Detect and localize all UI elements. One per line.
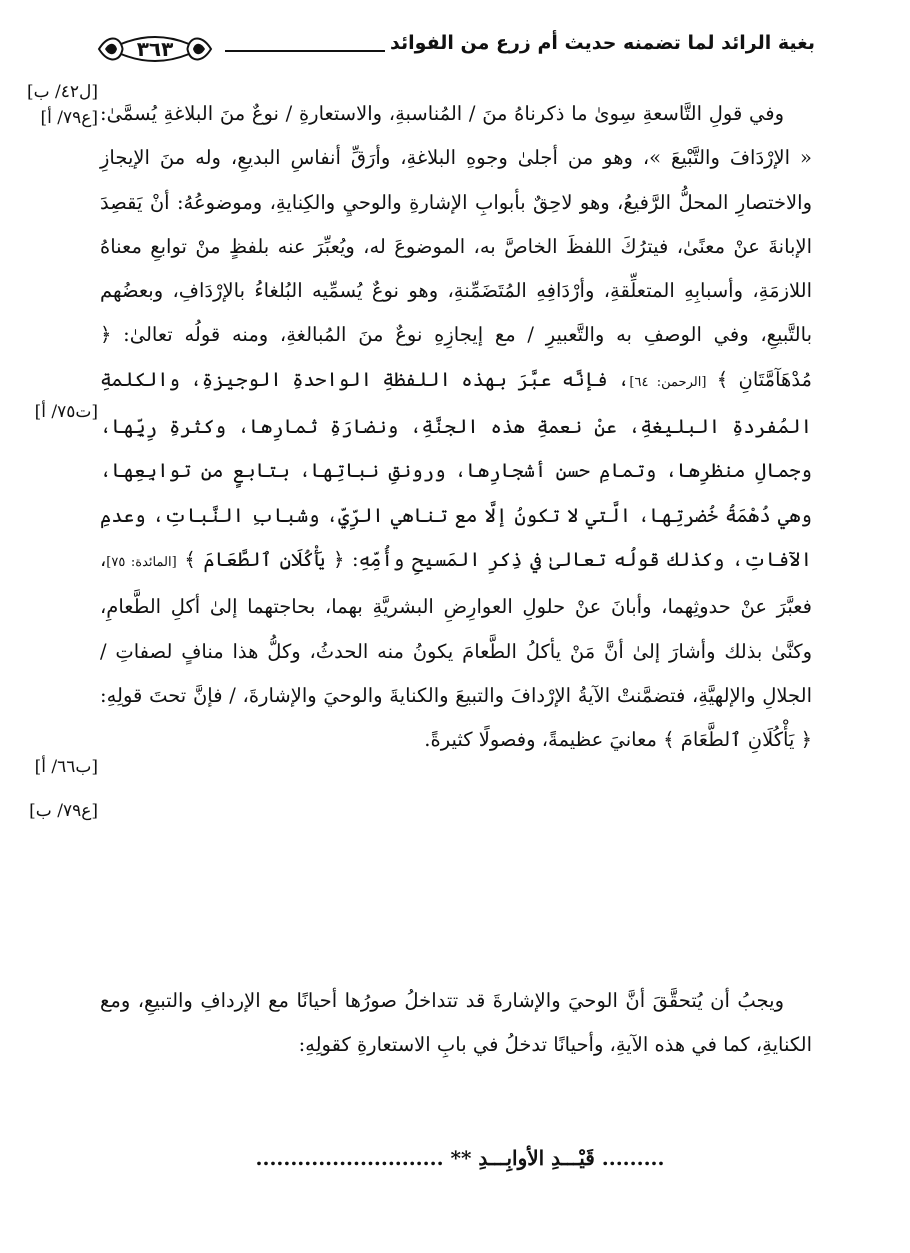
citation-rahman: [الرحمن: ٦٤]: [629, 374, 707, 390]
margin-ref-l42b: [ل٤٢/ ب]: [26, 82, 98, 102]
margin-ref-e79b: [ع٧٩/ ب]: [29, 801, 98, 821]
running-header: [95, 30, 815, 70]
margin-ref-t75a: [ت٧٥/ أ]: [34, 402, 98, 422]
paragraph-2-text: ويجبُ أن يُتحقَّقَ أنَّ الوحيَ والإشارةَ قد تتداخلُ صورُها أحيانًا مع الإردافِ والتبيعِ، ومع الكنايةِ، كما في هذه الآيةِ، وأحيانًا تدخلُ في بابِ الاستعارةِ كقولِهِ:: [100, 989, 812, 1057]
paragraph-1-part-a: وفي قولِ التَّاسعةِ سِوىٰ ما ذكرناهُ منَ / المُناسبةِ، والاستعارةِ / نوعٌ منَ البلاغةِ يُسمَّىٰ: « الإرْدَافَ والتَّبْيعَ »، وهو من أجلىٰ وجوهِ البلاغةِ، وأرَقِّ أنفاسِ البديعِ، وله منَ الإيجازِ والاختصارِ المحلُّ الرَّفيعُ، وهو لاحِقٌ بأبوابِ الإشارةِ والوحيِ والكِنايةِ، وموضوعُهُ: أنْ يَقصِدَ الإبانةَ عنْ معنًىٰ، فيترُكَ اللفظَ الخاصَّ به، الموضوعَ له، ويُعبِّرَ عنه بلفظٍ منْ توابعِ معناهُ اللازمَةِ، وأسبابِهِ المتعلِّقةِ، وأرْدَافِهِ المُتَضَمِّنةِ، وهو نوعٌ يُسمِّيه البُلغاءُ بالإرْدَافِ، وبعضُهم بالتَّبيعِ، وفي الوصفِ به والتَّعبيرِ / مع إيجازِهِ نوعٌ منَ المُبالغةِ، ومنه قولُه تعالىٰ: ﴿ مُدْهَآمَّتَانِ ﴾: [100, 102, 812, 391]
paragraph-1-part-b: ، فإنَّه عبَّرَ بهذه اللفظةِ الواحدةِ الوجيزةِ، والكلمةِ المُفردةِ البليغةِ، عنْ نعمةِ هذه الجنَّةِ، ونضارَةِ ثمارِها، وكثرةِ رِيِّها، وجمالِ منظرِها، وتمامِ حسنِ أشجارِها، ورونقِ نباتِها، بتابعٍ من توابِعِها، وهي دُهْمَةُ خُضرتِها، الَّتي لا تكونُ إلَّا مع تناهي الرِّيِّ، وشبابِ النَّباتِ، وعدمِ الآفاتِ، وكذلك قولُه تعالىٰ في ذِكرِ المَسيحِ وأُمِّهِ: ﴿ يَأْكُلَانِ ٱلطَّعَامَ ﴾: [100, 367, 813, 571]
margin-ref-e79a: [ع٧٩/ أ]: [40, 108, 98, 128]
paragraph-1: [100, 92, 812, 762]
page-number-badge: [95, 32, 215, 66]
footer-line: ......... قَيْـــدِ الأوابِـــدِ ** ...........................: [255, 1146, 665, 1170]
paragraph-2: [100, 979, 812, 1068]
paragraph-1-part-c: ، فعبَّرَ عنْ حدوثِهما، وأبانَ عنْ حلولِ العوارِضِ البشريَّةِ بهما، بحاجتهما إلىٰ أكلِ الطَّعامِ، وكنَّىٰ بذلك وأشارَ إلىٰ أنَّ مَنْ يأكلُ الطَّعامَ يكونُ منه الحدثُ، وكلُّ هذا منافٍ لصفاتِ / الجلالِ والإلهيَّةِ، فتضمَّنتْ الآيةُ الإرْدافَ والتبيعَ والكنايةَ والوحيَ والإشارةَ، / فإنَّ تحتَ قولِهِ: ﴿ يَأْكُلَانِ ٱلطَّعَامَ ﴾ معانيَ عظيمةً، وفصولًا كثيرةً.: [100, 547, 812, 752]
header-rule: [225, 50, 385, 52]
header-title: بغية الرائد لما تضمنه حديث أم زرع من الفوائد: [390, 32, 815, 54]
page-number: ٣٦٣: [136, 37, 174, 61]
citation-maidah: [المائدة: ٧٥]: [106, 554, 177, 570]
margin-ref-b66a: [ب٦٦/ أ]: [34, 757, 98, 777]
